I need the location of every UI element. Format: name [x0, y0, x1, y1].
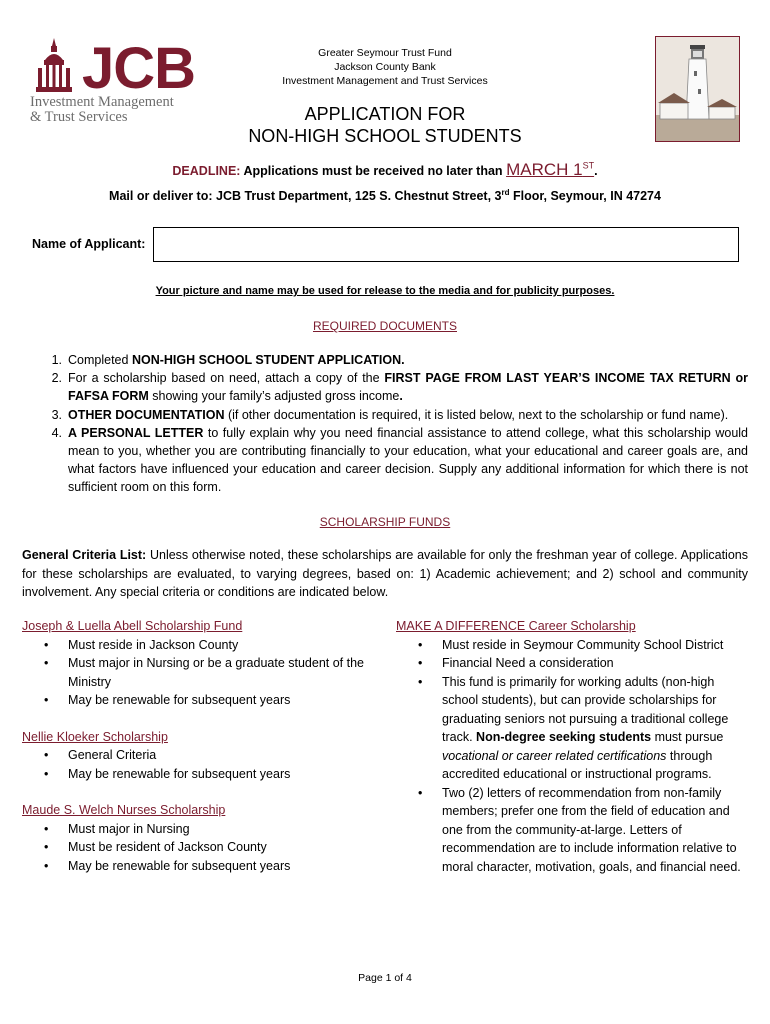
lighthouse-icon [656, 37, 739, 141]
page-number: Page 1 of 4 [358, 972, 412, 984]
list-item: • Financial Need a consideration [418, 656, 614, 670]
kloeker-criteria [22, 746, 372, 783]
title-line-1: APPLICATION FOR [304, 104, 466, 124]
logo-tagline-1: Investment Management [30, 94, 174, 110]
list-item: • Two (2) letters of recommendation from non-family members; prefer one from the field of education and one from the community-at-large. Letters of recommendation are to include information relative to moral character, motivation, goals, and financial need. [418, 785, 741, 874]
welch-fund-title: Maude S. Welch Nurses Scholarship [22, 803, 226, 817]
jcb-logo [22, 36, 196, 126]
lighthouse-photo [655, 36, 740, 142]
kloeker-fund-title: Nellie Kloeker Scholarship [22, 729, 168, 744]
list-item: • Must major in Nursing [44, 821, 190, 836]
funds-right-column [396, 617, 748, 876]
applicant-name-label: Name of Applicant: [32, 237, 146, 251]
page-title [180, 103, 590, 147]
deadline-line [0, 160, 770, 180]
required-documents-list [40, 351, 748, 497]
criteria-text: Unless otherwise noted, these scholarships are available for only the freshman year of college. Applications for these scholarships are evaluated, to varying degrees, based on: 1) Academic achievement; and 2) school and community involvement. Any special criteria or conditions are indicated below. [22, 548, 748, 599]
abell-criteria [22, 636, 372, 710]
courthouse-icon [36, 38, 72, 98]
list-item: 4. A PERSONAL LETTER to fully explain why you need financial assistance to attend college, what this scholarship would mean to you, whether you are contributing financially to your education, what your educational and career goals are, and what factors have influenced your education and career decision. Supply any additional information for which there is not sufficient room on this form. [51, 425, 749, 495]
list-item: 1. Completed NON-HIGH SCHOOL STUDENT APPLICATION. [51, 353, 405, 367]
criteria-label: General Criteria List: [22, 548, 147, 562]
logo-tagline-2: & Trust Services [30, 109, 128, 125]
scholarship-funds-heading: SCHOLARSHIP FUNDS [319, 515, 451, 529]
header-line-2: Jackson County Bank [334, 61, 436, 73]
mail-sup: rd [501, 188, 510, 197]
general-criteria [22, 546, 748, 602]
deadline-date: MARCH 1ST [506, 160, 595, 179]
funds-left-column [22, 617, 372, 875]
list-item: • May be renewable for subsequent years [44, 693, 291, 707]
deadline-suffix: ST [582, 160, 595, 171]
mail-address [0, 188, 770, 203]
deadline-end: . [594, 164, 598, 178]
mail-text-a: Mail or deliver to: JCB Trust Department, 125 S. Chestnut Street, 3 [109, 189, 502, 204]
header-line-1: Greater Seymour Trust Fund [318, 47, 452, 59]
difference-fund-title: MAKE A DIFFERENCE Career Scholarship [396, 619, 636, 633]
header-line-3: Investment Management and Trust Services [282, 75, 488, 87]
welch-criteria [22, 820, 372, 876]
list-item: 3. OTHER DOCUMENTATION (if other documentation is required, it is listed below, next to the scholarship or fund name). [51, 407, 729, 422]
list-item: • May be renewable for subsequent years [44, 858, 291, 873]
list-item: • Must reside in Seymour Community School District [418, 637, 724, 652]
mail-text-b: Floor, Seymour, IN 47274 [509, 189, 661, 204]
deadline-text: Applications must be received no later than [243, 164, 503, 178]
logo-brand: JCB [82, 36, 196, 101]
title-line-2: NON-HIGH SCHOOL STUDENTS [248, 126, 522, 146]
abell-fund-title: Joseph & Luella Abell Scholarship Fund [22, 619, 243, 633]
list-item: • Must be resident of Jackson County [44, 840, 267, 854]
difference-criteria [396, 636, 748, 877]
deadline-label: DEADLINE: [172, 164, 241, 178]
list-item: • Must reside in Jackson County [44, 637, 239, 652]
publicity-notice: Your picture and name may be used for release to the media and for publicity purposes. [155, 285, 615, 297]
list-item: • Must major in Nursing or be a graduate student of the Ministry [44, 656, 364, 689]
list-item: 2. For a scholarship based on need, attach a copy of the FIRST PAGE FROM LAST YEAR’S INCOME TAX RETURN or FAFSA FORM showing your family’s adjusted gross income. [51, 371, 748, 404]
list-item: • May be renewable for subsequent years [44, 766, 291, 781]
required-documents-heading: REQUIRED DOCUMENTS [312, 319, 457, 333]
applicant-name-field[interactable] [153, 227, 739, 262]
header-lines [200, 46, 570, 88]
list-item: • General Criteria [44, 748, 157, 762]
list-item: • This fund is primarily for working adults (non-high school students), but can provide scholarships for graduating seniors not pursuing a traditional college track. Non-degree seeking students must pursue vocational or career related certifications through accredited educational or instructional programs. [418, 674, 729, 781]
